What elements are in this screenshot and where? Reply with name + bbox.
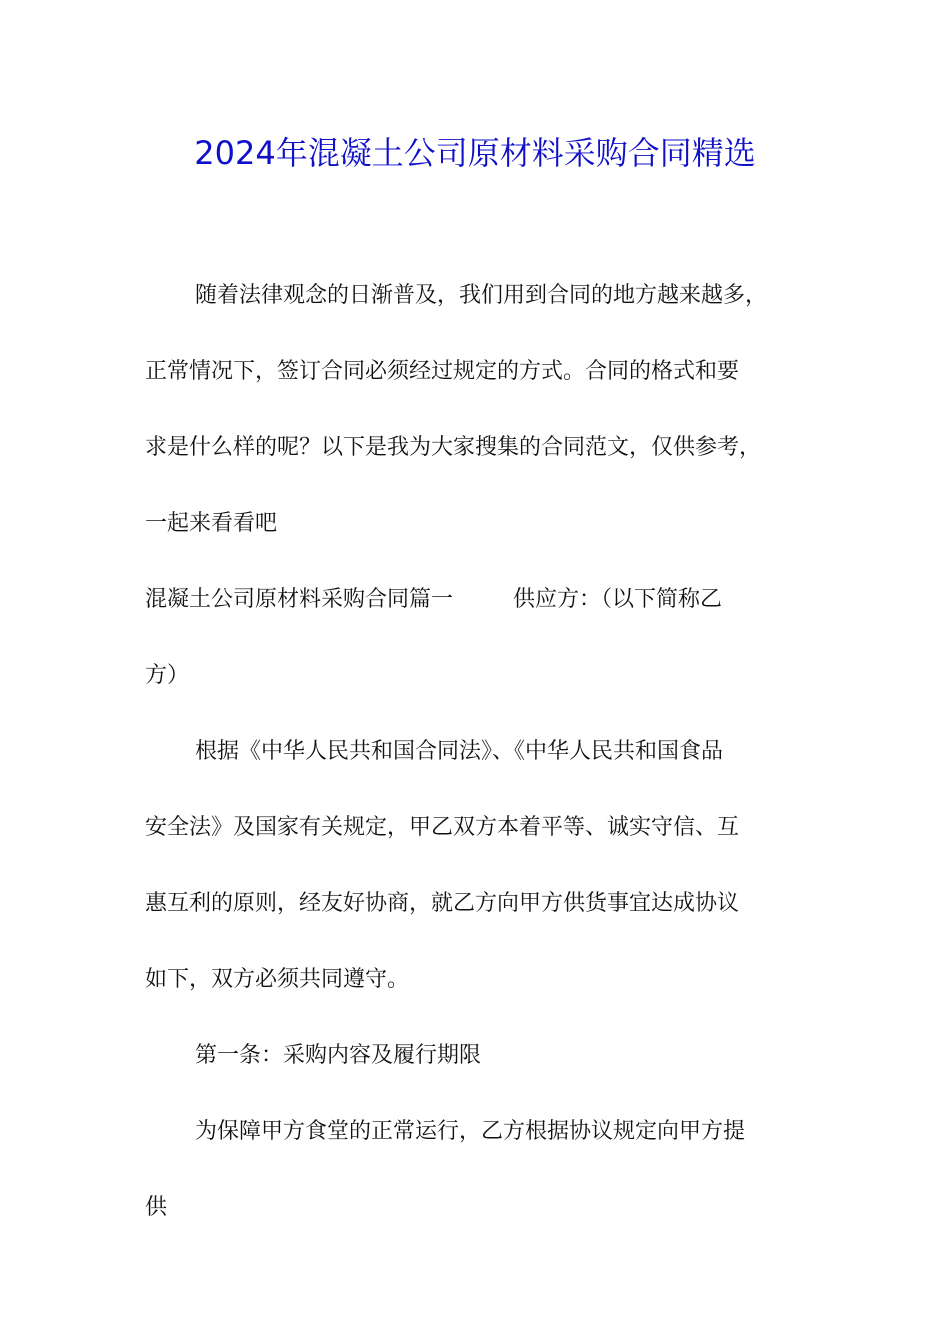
paragraph-line: 供 (145, 1195, 168, 1220)
paragraph-line: 求是什么样的呢？以下是我为大家搜集的合同范文，仅供参考， (145, 435, 762, 460)
article-heading: 第一条：采购内容及履行期限 (195, 1043, 482, 1068)
paragraph-line: 如下，双方必须共同遵守。 (145, 967, 410, 992)
paragraph-line: 正常情况下，签订合同必须经过规定的方式。合同的格式和要 (145, 359, 740, 384)
document-body (145, 258, 810, 1246)
paragraph-line: 安全法》及国家有关规定，甲乙双方本着平等、诚实守信、互 (145, 815, 740, 840)
paragraph-line: 根据《中华人民共和国合同法》、《中华人民共和国食品 (195, 739, 724, 764)
paragraph-line: 随着法律观念的日渐普及，我们用到合同的地方越来越多， (195, 283, 768, 308)
paragraph-line: 惠互利的原则，经友好协商，就乙方向甲方供货事宜达成协议 (145, 891, 740, 916)
paragraph-line: 为保障甲方食堂的正常运行，乙方根据协议规定向甲方提 (195, 1119, 746, 1144)
paragraph-line: 方） (145, 663, 190, 688)
document-title: 2024年混凝土公司原材料采购合同精选 (194, 134, 756, 172)
paragraph-line: 一起来看看吧 (145, 511, 278, 536)
section-heading: 混凝土公司原材料采购合同篇一 (145, 587, 454, 612)
section-heading-line (145, 562, 810, 638)
supplier-label: 供应方：（以下简称乙 (513, 587, 723, 612)
